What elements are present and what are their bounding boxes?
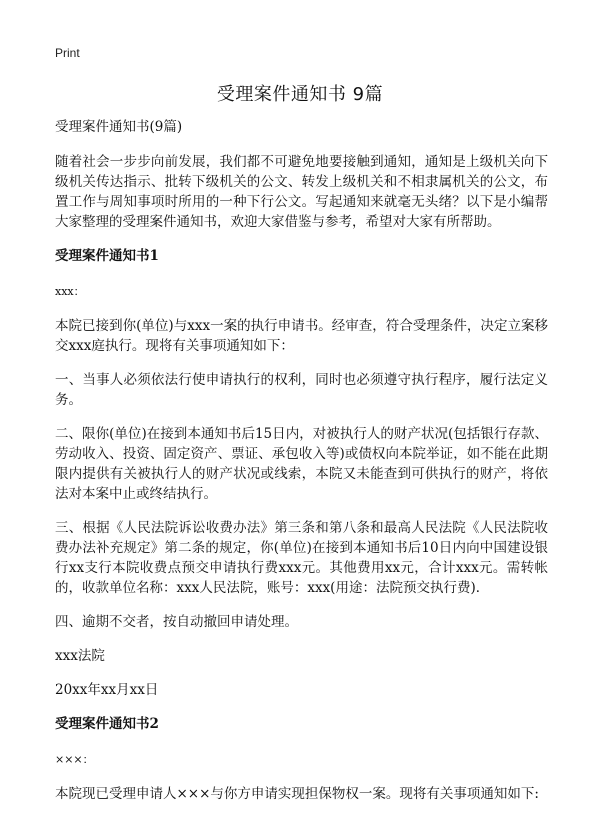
section1-date: 20xx年xx月xx日 bbox=[55, 682, 159, 698]
section1-paragraph-3: 二、限你(单位)在接到本通知书后15日内，对被执行人的财产状况(包括银行存款、劳动收入、投资、固定资产、票证、承包收入等)或债权向本院举证，如不能在此期限内提供有关被执行人的财产状况或线索，本院又未能查到可供执行的财产，将依法对本案中止或终结执行。 bbox=[55, 426, 548, 502]
section1-court: xxx法院 bbox=[55, 648, 105, 664]
section1-paragraph-5: 四、逾期不交者，按自动撤回申请处理。 bbox=[55, 614, 298, 630]
document-body bbox=[55, 117, 548, 818]
print-link[interactable]: Print bbox=[55, 46, 80, 60]
section1-salutation: xxx： bbox=[55, 285, 85, 298]
page-title: 受理案件通知书 9篇 bbox=[216, 84, 384, 105]
intro-paragraph: 随着社会一步步向前发展，我们都不可避免地要接触到通知，通知是上级机关向下级机关传达指示、批转下级机关的公文、转发上级机关和不相隶属机关的公文，布置工作与周知事项时所用的一种下行公文。写起通知来就毫无头绪？以下是小编帮大家整理的受理案件通知书，欢迎大家借鉴与参考，希望对大家有所帮助。 bbox=[55, 154, 548, 230]
section2-paragraph-1: 本院现已受理申请人×××与你方申请实现担保物权一案。现将有关事项通知如下: bbox=[55, 786, 539, 802]
section-heading-1: 受理案件通知书1 bbox=[55, 248, 159, 264]
section2-salutation: ×××： bbox=[55, 753, 94, 766]
section1-paragraph-2: 一、当事人必须依法行使申请执行的权利，同时也必须遵守执行程序，履行法定义务。 bbox=[55, 372, 548, 408]
section1-paragraph-1: 本院已接到你(单位)与xxx一案的执行申请书。经审查，符合受理条件，决定立案移交xxx庭执行。现将有关事项通知如下： bbox=[55, 318, 548, 354]
section-heading-2: 受理案件通知书2 bbox=[55, 716, 159, 732]
document-subtitle: 受理案件通知书(9篇) bbox=[55, 119, 183, 135]
section1-paragraph-4: 三、根据《人民法院诉讼收费办法》第三条和第八条和最高人民法院《人民法院收费办法补充规定》第二条的规定，你(单位)在接到本通知书后10日内向中国建设银行xx支行本院收费点预交申请执行费xxx元。其他费用xx元，合计xxx元。需转帐的，收款单位名称：xxx人民法院，账号：xxx(用途：法院预交执行费)． bbox=[55, 520, 548, 596]
